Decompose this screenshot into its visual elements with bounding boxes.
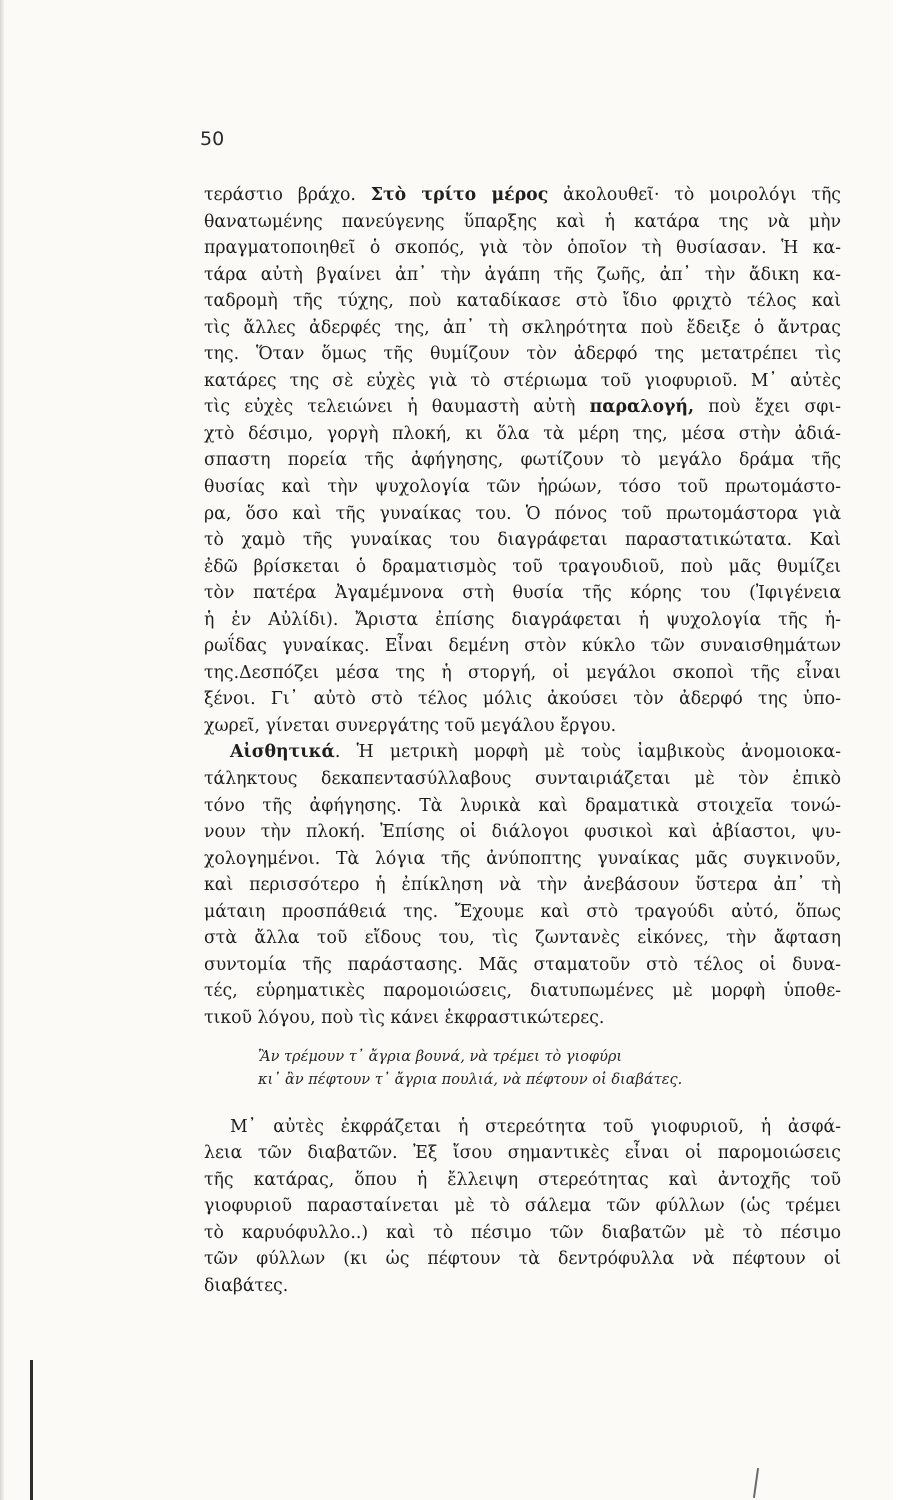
text-line: τὶς ἄλλες ἀδερφές της, ἀπ᾿ τὴ σκληρότητα ποὺ ἔδειξε ὁ ἄντρας xyxy=(204,317,841,338)
verse-line: κι᾿ ἂν πέφτουν τ᾿ ἄγρια πουλιά, νὰ πέφτουν οἱ διαβάτες. xyxy=(258,1071,683,1088)
text-line: νουν τὴν πλοκή. Ἐπίσης οἱ διάλογοι φυσικοὶ καὶ ἀβίαστοι, ψυ- xyxy=(204,822,841,843)
text-line: διαβάτες. xyxy=(204,1275,289,1296)
text-run: ποὺ ἔχει σφι- xyxy=(693,397,841,418)
paragraph-1 xyxy=(204,182,841,739)
text-line: χωρεῖ, γίνεται συνεργάτης τοῦ μεγάλου ἔργου. xyxy=(204,715,617,736)
main-text xyxy=(204,182,841,1299)
text-line: στὰ ἄλλα τοῦ εἴδους του, τὶς ζωντανὲς εἰκόνες, τὴν ἄφταση xyxy=(204,928,841,949)
text-line xyxy=(204,739,841,766)
section-heading-third-part: Στὸ τρίτο μέρος xyxy=(370,185,549,205)
bold-term-paralogi: παραλογή, xyxy=(589,397,694,418)
text-line: σπαστη πορεία τῆς ἀφήγησης, φωτίζουν τὸ μεγάλο δράμα τῆς xyxy=(204,450,841,471)
text-run: ἀκολουθεῖ· τὸ μοιρολόγι τῆς xyxy=(548,185,841,205)
text-line: καὶ περισσότερο ἡ ἐπίκληση νὰ τὴν ἀνεβάσουν ὕστερα ἀπ᾿ τὴ xyxy=(204,875,841,896)
text-line: της. Ὅταν ὅμως τῆς θυμίζουν τὸν ἀδερφό της μετατρέπει τὶς xyxy=(204,344,841,365)
text-line: τάρα αὐτὴ βγαίνει ἀπ᾿ τὴν ἀγάπη τῆς ζωῆς, ἀπ᾿ τὴν ἄδικη κα- xyxy=(204,264,841,285)
text-line: τάληκτους δεκαπεντασύλλαβους συνταιριάζεται μὲ τὸν ἐπικὸ xyxy=(204,769,841,790)
text-line xyxy=(204,182,841,209)
text-line: τῶν φύλλων (κι ὡς πέφτουν τὰ δεντρόφυλλα νὰ πέφτουν οἱ xyxy=(204,1249,841,1270)
text-line: ρα, ὅσο καὶ τῆς γυναίκας του. Ὁ πόνος τοῦ πρωτομάστορα γιὰ xyxy=(204,503,841,524)
text-line: χτὸ δέσιμο, γοργὴ πλοκή, κι ὅλα τὰ μέρη της, μέσα στὴν ἀδιά- xyxy=(204,423,841,444)
text-line: τῆς κατάρας, ὅπου ἡ ἔλλειψη στερεότητας καὶ ἀντοχῆς τοῦ xyxy=(204,1169,841,1190)
text-line: ἡ ἐν Αὐλίδι). Ἄριστα ἐπίσης διαγράφεται ἡ ψυχολογία τῆς ἡ- xyxy=(204,609,841,630)
text-line: συντομία τῆς παράστασης. Μᾶς σταματοῦν στὸ τέλος οἱ δυνα- xyxy=(204,954,841,975)
text-line xyxy=(204,394,841,421)
text-line: θανατωμένης πανεύγενης ὕπαρξης καὶ ἡ κατάρα της νὰ μὴν xyxy=(204,211,841,232)
page-left-edge xyxy=(0,0,4,1500)
verse-line: Ἂν τρέμουν τ᾿ ἄγρια βουνά, νὰ τρέμει τὸ γιοφύρι xyxy=(258,1048,623,1065)
text-line: γιοφυριοῦ παρασταίνεται μὲ τὸ σάλεμα τῶν φύλλων (ὡς τρέμει xyxy=(204,1196,841,1217)
text-line: πραγματοποιηθεῖ ὁ σκοπός, γιὰ τὸν ὁποῖον τὴ θυσίασαν. Ἡ κα- xyxy=(204,238,841,259)
text-line: τὸν πατέρα Ἀγαμέμνονα στὴ θυσία τῆς κόρης του (Ἰφιγένεια xyxy=(204,583,841,604)
paragraph-3 xyxy=(204,1114,841,1300)
text-run: τεράστιο βράχο. xyxy=(204,185,371,205)
text-line: ρωΐδας γυναίκας. Εἶναι δεμένη στὸν κύκλο τῶν συναισθημάτων xyxy=(204,636,841,657)
text-line: ξένοι. Γι᾿ αὐτὸ στὸ τέλος μόλις ἀκούσει τὸν ἀδερφό της ὑπο- xyxy=(204,689,841,710)
pencil-mark xyxy=(753,1468,759,1498)
text-line: Μ᾿ αὐτὲς ἐκφράζεται ἡ στερεότητα τοῦ γιοφυριοῦ, ἡ ἀσφά- xyxy=(230,1116,841,1137)
paragraph-2 xyxy=(204,739,841,1031)
binding-mark xyxy=(30,1360,33,1500)
text-run: . Ἡ μετρικὴ μορφὴ μὲ τοὺς ἰαμβικοὺς ἀνομοιοκα- xyxy=(334,742,841,763)
verse-quote xyxy=(204,1046,841,1092)
text-line: ἐδῶ βρίσκεται ὁ δραματισμὸς τοῦ τραγουδιοῦ, ποὺ μᾶς θυμίζει xyxy=(204,556,841,577)
text-line: ταδρομὴ τῆς τύχης, ποὺ καταδίκασε στὸ ἴδιο φριχτὸ τέλος καὶ xyxy=(204,291,841,312)
text-run: τὶς εὐχὲς τελειώνει ἡ θαυμαστὴ αὐτὴ xyxy=(204,397,590,418)
section-heading-aesthetics: Αἰσθητικά xyxy=(230,742,335,763)
text-line: θυσίας καὶ τὴν ψυχολογία τῶν ἡρώων, τόσο τοῦ πρωτομάστο- xyxy=(204,477,841,498)
text-line: χολογημένοι. Τὰ λόγια τῆς ἀνύποπτης γυναίκας μᾶς συγκινοῦν, xyxy=(204,848,841,869)
text-line: τικοῦ λόγου, ποὺ τὶς κάνει ἐκφραστικώτερες. xyxy=(204,1007,605,1028)
text-line: λεια τῶν διαβατῶν. Ἐξ ἴσου σημαντικὲς εἶναι οἱ παρομοιώσεις xyxy=(204,1143,841,1164)
page-number: 50 xyxy=(200,128,225,150)
text-line: τές, εὑρηματικὲς παρομοιώσεις, διατυπωμένες μὲ μορφὴ ὑποθε- xyxy=(204,981,841,1002)
text-line: τόνο τῆς ἀφήγησης. Τὰ λυρικὰ καὶ δραματικὰ στοιχεῖα τονώ- xyxy=(204,795,841,816)
text-line: της.Δεσπόζει μέσα της ἡ στοργή, οἱ μεγάλοι σκοποὶ τῆς εἶναι xyxy=(204,662,841,683)
text-line: κατάρες της σὲ εὐχὲς γιὰ τὸ στέριωμα τοῦ γιοφυριοῦ. Μ᾿ αὐτὲς xyxy=(204,370,841,391)
scan-margin-strip xyxy=(893,0,910,1500)
text-line: μάταιη προσπάθειά της. Ἔχουμε καὶ στὸ τραγούδι αὐτό, ὅπως xyxy=(204,901,841,922)
text-line: τὸ χαμὸ τῆς γυναίκας του διαγράφεται παραστατικώτατα. Καὶ xyxy=(204,530,841,551)
text-line: τὸ καρυόφυλλο..) καὶ τὸ πέσιμο τῶν διαβατῶν μὲ τὸ πέσιμο xyxy=(204,1222,841,1243)
